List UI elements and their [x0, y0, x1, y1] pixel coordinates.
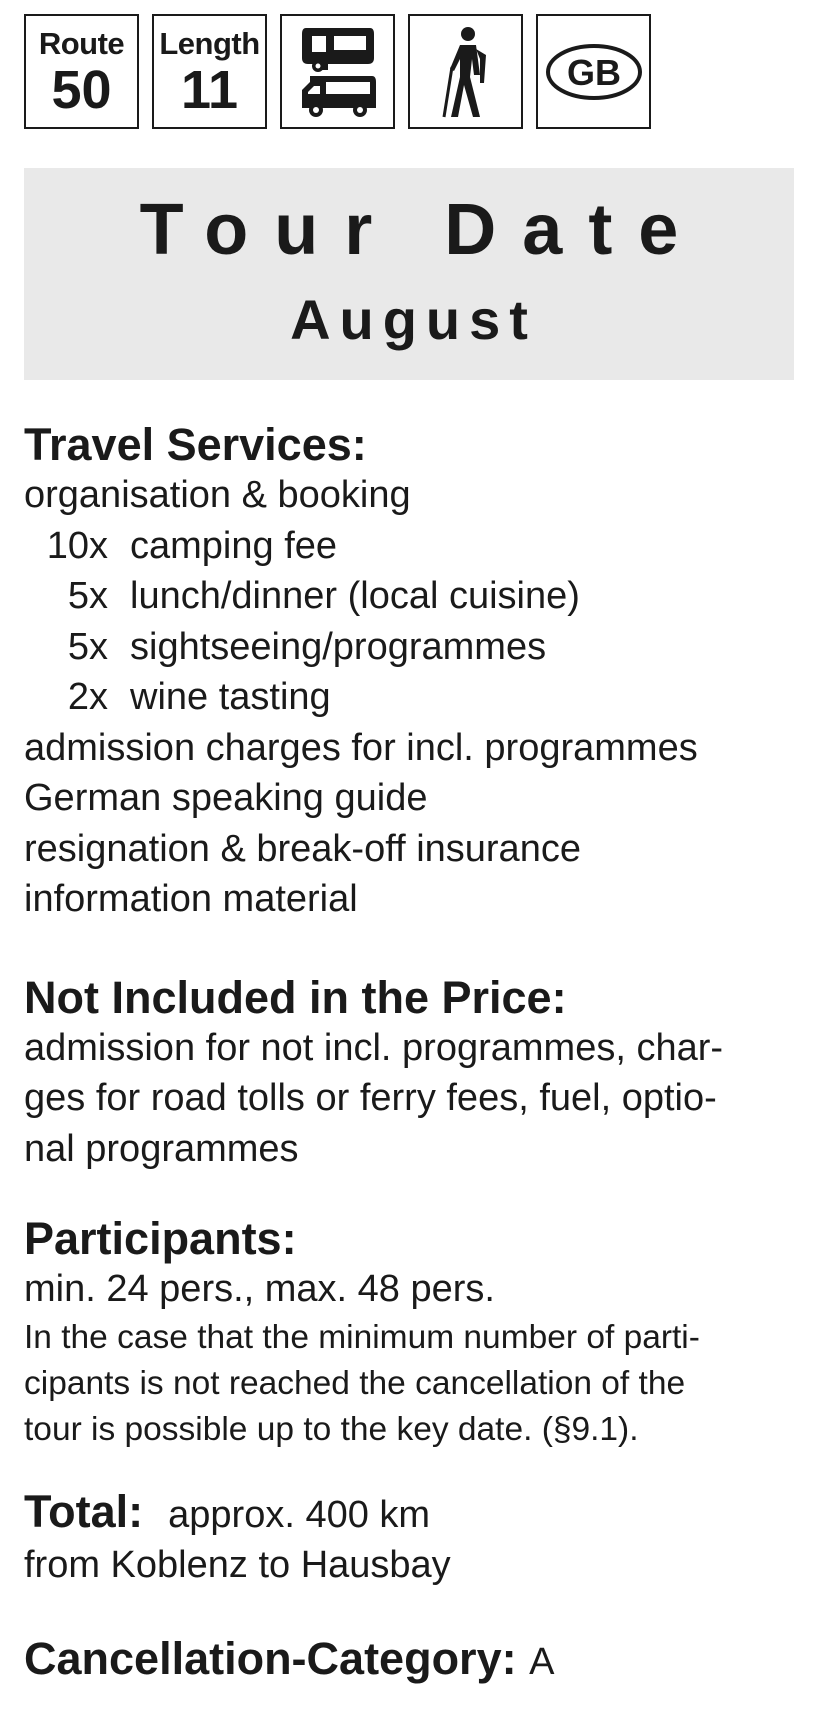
total-distance: approx. 400 km	[168, 1493, 431, 1536]
tour-details	[24, 420, 799, 1687]
country-oval-icon	[544, 42, 644, 102]
length-label: Length	[159, 25, 260, 61]
service-qty: 2x	[67, 676, 108, 718]
country-code: GB	[566, 51, 621, 93]
route-badge	[24, 14, 139, 129]
cancellation-value: A	[529, 1641, 555, 1683]
service-qty: 5x	[67, 625, 108, 668]
services-heading: Travel Services:	[24, 419, 367, 470]
service-extra: information material	[24, 878, 358, 920]
length-badge	[152, 14, 267, 129]
badge-row	[24, 14, 651, 129]
not-included-line: admission for not incl. programmes, char-	[24, 1026, 724, 1069]
service-text: lunch/dinner (local cuisine)	[130, 575, 580, 617]
service-text: sightseeing/programmes	[130, 625, 547, 668]
participants-range: min. 24 pers., max. 48 pers.	[24, 1268, 495, 1310]
service-item	[24, 521, 799, 572]
participants-note-line: In the case that the minimum number of parti-	[24, 1318, 700, 1356]
participants-heading: Participants:	[24, 1213, 297, 1264]
not-included-heading: Not Included in the Price:	[24, 971, 567, 1023]
route-label: Route	[38, 25, 125, 61]
length-number: 11	[180, 59, 239, 120]
service-text: camping fee	[130, 524, 338, 567]
not-included-line: nal programmes	[24, 1127, 299, 1170]
service-item	[24, 571, 799, 622]
service-item	[24, 672, 799, 723]
participants-note-line: tour is possible up to the key date. (§9.1).	[24, 1410, 639, 1448]
service-qty: 5x	[67, 575, 108, 617]
service-extra: resignation & break-off insurance	[24, 827, 581, 870]
total-label: Total:	[24, 1485, 144, 1537]
hiker-icon	[436, 25, 496, 119]
participants-note-line: cipants is not reached the cancellation of the	[24, 1364, 686, 1402]
cancellation-label: Cancellation-Category:	[24, 1633, 517, 1684]
tour-date-box	[24, 168, 794, 380]
country-badge	[536, 14, 651, 129]
camper-icon	[298, 26, 378, 118]
tour-date-title: Tour Date	[139, 190, 705, 270]
total-route: from Koblenz to Hausbay	[24, 1543, 451, 1586]
hiker-badge	[408, 14, 523, 129]
cancellation-row	[24, 1634, 799, 1687]
total-row	[24, 1487, 799, 1540]
not-included-line: ges for road tolls or ferry fees, fuel, optio-	[24, 1077, 717, 1119]
route-number: 50	[51, 59, 112, 120]
service-item	[24, 622, 799, 673]
services-intro: organisation & booking	[24, 474, 411, 516]
camper-badge	[280, 14, 395, 129]
service-text: wine tasting	[130, 676, 331, 718]
service-extra: German speaking guide	[24, 777, 428, 819]
service-extra: admission charges for incl. programmes	[24, 726, 698, 769]
service-qty: 10x	[46, 524, 108, 567]
tour-month: August	[290, 288, 537, 351]
